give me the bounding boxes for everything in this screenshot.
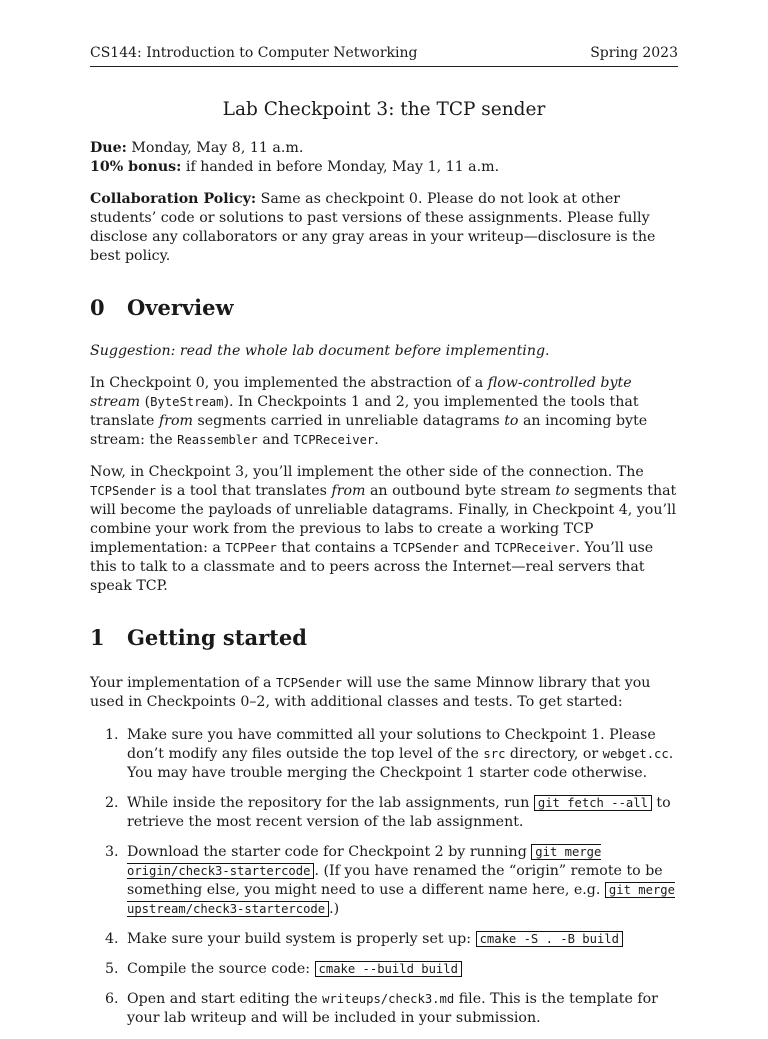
list-item xyxy=(90,843,678,919)
text-run: In Checkpoint 0, you implemented the abstraction of a xyxy=(90,375,488,391)
text-run: . You may have trouble merging the Checkpoint 1 starter code otherwise. xyxy=(127,746,674,781)
text-run: . xyxy=(374,432,379,448)
section-number: 0 xyxy=(90,295,105,320)
steps-list xyxy=(90,726,678,1028)
list-item xyxy=(90,726,678,783)
running-header xyxy=(90,44,678,67)
list-number: 4. xyxy=(105,931,119,947)
suggestion-text: Suggestion: read the whole lab document before implementing. xyxy=(90,343,550,359)
text-run: an incoming byte stream: the xyxy=(90,413,648,448)
due-label: Due: xyxy=(90,140,127,156)
text-run: and xyxy=(257,432,294,448)
list-item xyxy=(90,794,678,832)
command-git-merge-upstream[interactable]: git merge upstream/check3-startercode xyxy=(127,883,675,916)
text-run: ( xyxy=(140,394,151,410)
text-run: ). In Checkpoints 1 and 2, you implemented the tools that translate xyxy=(90,394,639,429)
section-overview-heading xyxy=(90,295,678,321)
bonus-text: if handed in before Monday, May 1, 11 a.m. xyxy=(181,159,500,175)
list-number: 3. xyxy=(105,844,119,860)
list-item xyxy=(90,930,678,949)
text-run: to xyxy=(504,413,519,429)
text-run: flow-controlled byte stream xyxy=(90,375,632,410)
text-run: Download the starter code for Checkpoint 2 by running xyxy=(127,844,532,860)
getting-started-intro xyxy=(90,674,678,712)
text-run: Now, in Checkpoint 3, you’ll implement the other side of the connection. The xyxy=(90,464,644,480)
text-run: file. This is the template for your lab writeup and will be included in your submission. xyxy=(127,991,658,1026)
text-run: Make sure you have committed all your solutions to Checkpoint 1. Please don’t modify any files outside the top level of the xyxy=(127,727,656,762)
text-run: from xyxy=(158,413,193,429)
code-tcpreceiver: TCPReceiver xyxy=(293,433,375,447)
collab-label: Collaboration Policy: xyxy=(90,191,257,207)
code-writeup-path: writeups/check3.md xyxy=(322,992,455,1006)
due-text: Monday, May 8, 11 a.m. xyxy=(126,140,304,156)
code-webget: webget.cc xyxy=(602,747,669,761)
list-item xyxy=(90,990,678,1028)
text-run: an outbound byte stream xyxy=(365,483,556,499)
code-bytestream: ByteStream xyxy=(150,395,224,409)
text-run: to xyxy=(555,483,570,499)
code-tcpsender: TCPSender xyxy=(90,484,157,498)
section-title: Getting started xyxy=(127,625,307,650)
course-name: CS144: Introduction to Computer Networking xyxy=(90,45,418,61)
code-tcpsender: TCPSender xyxy=(392,541,460,555)
command-git-merge-origin[interactable]: git merge origin/check3-startercode xyxy=(127,845,602,878)
code-tcpreceiver: TCPReceiver xyxy=(494,541,576,555)
collaboration-policy xyxy=(90,190,678,266)
bonus-label: 10% bonus: xyxy=(90,159,182,175)
text-run: . (If you have renamed the “origin” remote to be something else, you might need to use a different name here, e.g. xyxy=(127,863,663,898)
code-src: src xyxy=(483,747,506,761)
text-run: While inside the repository for the lab assignments, run xyxy=(127,795,534,811)
text-run: directory, or xyxy=(505,746,603,762)
list-number: 1. xyxy=(105,727,119,743)
text-run: Make sure your build system is properly set up: xyxy=(127,931,476,947)
text-run: will use the same Minnow library that you used in Checkpoints 0–2, with additional classes and tests. To get started: xyxy=(90,675,651,710)
document-page xyxy=(90,44,678,1039)
text-run: is a tool that translates xyxy=(156,483,332,499)
text-run: Compile the source code: xyxy=(127,961,315,977)
collab-text: Same as checkpoint 0. Please do not look at other students’ code or solutions to past versions of these assignments. Please fully disclose any collaborators or any gray areas in your writeup—disclosure is the best policy. xyxy=(90,191,656,264)
code-tcppeer: TCPPeer xyxy=(225,541,277,555)
section-number: 1 xyxy=(90,625,105,650)
text-run: and xyxy=(459,540,495,556)
code-reassembler: Reassembler xyxy=(177,433,258,447)
section-title: Overview xyxy=(127,295,234,320)
section-getting-started-heading xyxy=(90,625,678,651)
due-block xyxy=(90,139,678,177)
text-run: segments that will become the payloads of unreliable datagrams. Finally, in Checkpoint 4, you’ll combine your work from the previous to labs to create a working TCP implementation: a xyxy=(90,483,677,556)
text-run: Your implementation of a xyxy=(90,675,276,691)
text-run: from xyxy=(331,483,366,499)
list-item xyxy=(90,960,678,979)
text-run: to retrieve the most recent version of the lab assignment. xyxy=(127,795,671,830)
overview-paragraph-1 xyxy=(90,374,678,450)
list-number: 6. xyxy=(105,991,119,1007)
command-cmake-build[interactable]: cmake --build build xyxy=(315,961,462,977)
code-tcpsender: TCPSender xyxy=(275,676,343,690)
text-run: .) xyxy=(329,901,340,917)
overview-paragraph-2 xyxy=(90,463,678,596)
term: Spring 2023 xyxy=(590,45,678,61)
command-git-fetch[interactable]: git fetch --all xyxy=(534,795,652,811)
command-cmake-setup[interactable]: cmake -S . -B build xyxy=(476,931,623,947)
text-run: . You’ll use this to talk to a classmate and to peers across the Internet—real servers that speak TCP. xyxy=(90,540,654,594)
list-number: 2. xyxy=(105,795,119,811)
list-number: 5. xyxy=(105,961,119,977)
text-run: that contains a xyxy=(276,540,393,556)
text-run: segments carried in unreliable datagrams xyxy=(193,413,505,429)
document-title: Lab Checkpoint 3: the TCP sender xyxy=(222,99,546,120)
text-run: Open and start editing the xyxy=(127,991,323,1007)
